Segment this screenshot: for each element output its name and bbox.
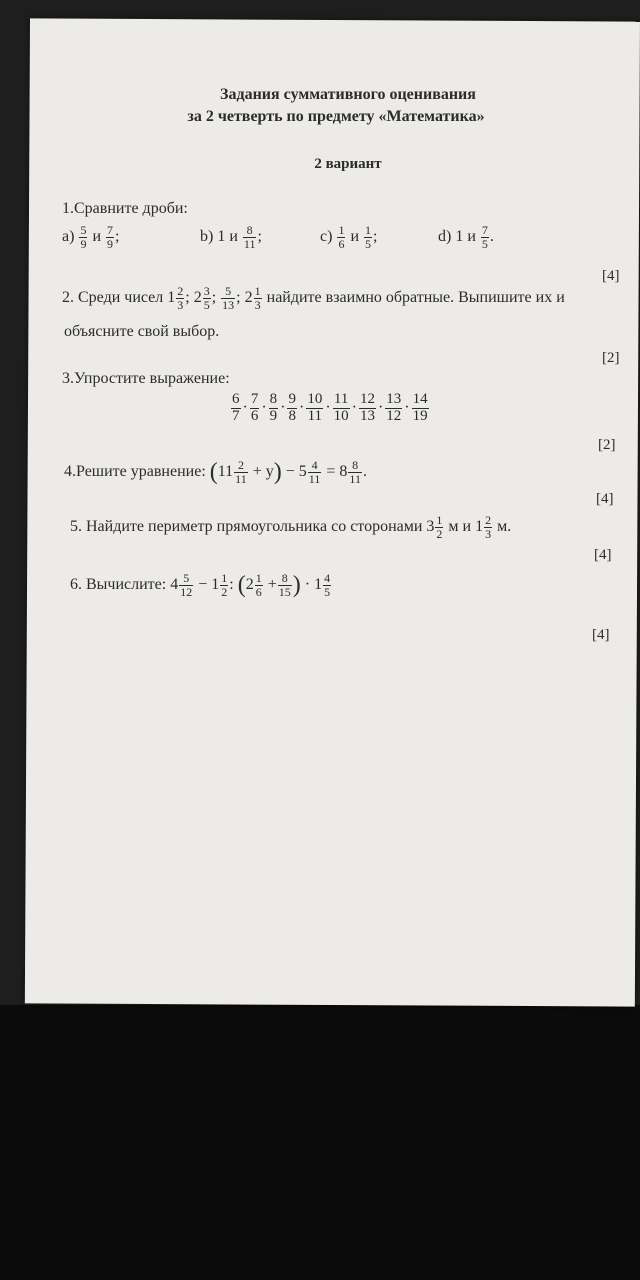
q3-frac-den: 10: [333, 407, 349, 424]
q4-whole1: 11: [217, 463, 234, 481]
q6-expression: [70, 572, 332, 599]
q1-d-frac-num: 7: [481, 223, 488, 237]
q6-whole1: 4: [170, 576, 179, 594]
q2-n3-num: 5: [221, 285, 235, 299]
q6-whole3: 2: [245, 576, 254, 594]
q3-frac-den: 13: [359, 407, 375, 424]
q2-n3-den: 13: [222, 297, 235, 312]
q4-end: .: [362, 463, 367, 481]
q5-whole2: 1: [475, 517, 484, 535]
q3-frac: [333, 392, 350, 425]
q2-n1-den: 3: [177, 297, 184, 312]
q1-a-frac1: [79, 224, 87, 250]
q3-frac: [412, 392, 429, 425]
q6-right-paren: ): [292, 572, 301, 598]
q1-d-frac-den: 5: [481, 236, 488, 251]
q4-frac3-num: 8: [348, 459, 362, 473]
q3-frac-den: 12: [386, 407, 402, 424]
q1-c-frac1: [337, 224, 345, 250]
q3-frac-num: 14: [412, 391, 428, 407]
q2-lead: 2. Среди чисел: [62, 288, 164, 306]
q3-frac-num: 6: [232, 391, 240, 407]
q3-dot: ·: [325, 398, 331, 416]
q1-c-end: ;: [373, 227, 378, 245]
q2-tail: найдите взаимно обратные. Выпишите их и: [266, 288, 565, 306]
q3-dot: ·: [280, 398, 286, 416]
q2-n4-frac: [254, 285, 262, 311]
q2-line1: [62, 285, 565, 311]
q3-frac-num: 10: [307, 391, 323, 407]
q6-label: 6. Вычислите:: [70, 576, 167, 594]
q1-a-mid: и: [92, 227, 101, 245]
q1-b-prefix: b) 1 и: [200, 227, 238, 245]
q1-a-frac2: [106, 224, 114, 250]
q2-sep3: ;: [236, 288, 241, 306]
q2-n1-frac: [176, 285, 184, 311]
q6-left-paren: (: [237, 572, 246, 598]
q1-b-frac-den: 11: [243, 236, 256, 251]
q3-dot: ·: [261, 398, 267, 416]
q3-frac-num: 9: [288, 391, 296, 407]
q2-n3-frac: [221, 285, 235, 311]
q4-frac3-den: 11: [349, 472, 361, 486]
q3-frac-num: 12: [359, 391, 375, 407]
q6-frac4-num: 8: [278, 572, 292, 586]
q6-frac3: [255, 572, 263, 598]
q4-label: 4.Решите уравнение:: [64, 463, 206, 481]
q1-a-frac1-num: 5: [80, 223, 87, 237]
q2-n4-num: 1: [254, 284, 261, 298]
q1-b-end: ;: [257, 227, 262, 245]
q4-frac2-den: 11: [308, 472, 321, 486]
q4-frac2-num: 4: [308, 459, 322, 473]
q3-frac-den: 7: [232, 407, 240, 424]
q1-label: 1.Сравните дроби:: [62, 200, 188, 217]
q3-frac: [359, 392, 376, 425]
q1-b-frac-num: 8: [243, 224, 257, 238]
q5-frac1-den: 2: [436, 526, 443, 541]
q3-dot: ·: [298, 398, 305, 416]
q4-left-paren: (: [209, 459, 218, 485]
q1-item-c: [320, 224, 377, 250]
q1-a-prefix: a): [62, 227, 75, 245]
q6-frac1-num: 5: [179, 572, 193, 586]
q1-a-frac1-den: 9: [80, 236, 87, 251]
q1-a-frac2-den: 9: [107, 236, 113, 251]
q5-frac1: [435, 514, 443, 540]
q3-frac: [287, 392, 297, 425]
q5-frac1-num: 1: [436, 513, 443, 527]
q4-frac1-num: 2: [234, 459, 248, 473]
q1-d-end: .: [489, 227, 494, 245]
q1-item-a: [62, 224, 119, 250]
q1-a-frac2-num: 7: [107, 223, 113, 237]
q1-c-frac2: [364, 224, 372, 250]
q3-dot: ·: [404, 398, 410, 416]
q6-minus: − 1: [198, 576, 220, 594]
q2-sep2: ;: [211, 288, 217, 306]
q1-c-frac1-num: 1: [338, 223, 345, 237]
q5-line: [70, 514, 511, 540]
q4-frac2: [308, 459, 322, 485]
q2-sep1: ;: [185, 288, 190, 306]
q6-colon: :: [229, 576, 234, 594]
q5-label: 5. Найдите периметр прямоугольника со сторонами: [70, 517, 423, 535]
q4-equation: [64, 459, 367, 486]
q3-frac: [269, 392, 279, 425]
q3-frac-num: 7: [250, 391, 259, 407]
q6-frac2-num: 1: [221, 571, 228, 586]
q3-frac-den: 8: [288, 407, 296, 424]
q6-frac2: [220, 572, 228, 598]
q3-score: [2]: [598, 437, 616, 453]
q2-n2-num: 3: [203, 284, 210, 298]
q5-frac2: [484, 514, 492, 540]
q1-c-prefix: c): [320, 227, 333, 245]
q3-frac: [250, 392, 260, 425]
q1-d-frac: [481, 224, 489, 250]
q3-frac-den: 6: [250, 407, 259, 424]
q2-n4-whole: 2: [244, 288, 253, 306]
q4-plus-y: + y: [252, 463, 274, 481]
q2-line2: объясните свой выбор.: [64, 323, 220, 340]
q3-frac-num: 8: [269, 391, 278, 407]
q3-label: 3.Упростите выражение:: [62, 370, 230, 387]
q1-c-frac2-num: 1: [365, 223, 371, 237]
q1-b-frac: [243, 224, 257, 250]
q5-frac2-num: 2: [485, 513, 492, 527]
q5-score: [4]: [594, 547, 612, 563]
q6-frac1: [179, 572, 193, 598]
q3-frac-den: 19: [412, 407, 428, 424]
q6-frac2-den: 2: [221, 585, 228, 599]
q6-frac1-den: 12: [180, 585, 193, 599]
q4-score: [4]: [596, 491, 614, 507]
q1-d-prefix: d) 1 и: [438, 227, 476, 245]
q2-n2-den: 5: [203, 297, 210, 312]
q3-frac: [231, 392, 241, 425]
q4-frac1-den: 11: [235, 472, 247, 486]
q6-frac5-den: 5: [324, 585, 331, 599]
q3-frac-den: 11: [307, 407, 323, 424]
q4-minus: − 5: [285, 463, 307, 481]
q3-dot: ·: [351, 398, 357, 416]
q2-n1-whole: 1: [167, 288, 176, 306]
q6-frac4-den: 15: [278, 585, 291, 599]
q2-score: [2]: [602, 350, 620, 366]
q1-c-frac2-den: 5: [365, 236, 371, 251]
q6-frac3-den: 6: [255, 585, 262, 599]
title-line-2: за 2 четверть по предмету «Математика»: [187, 108, 485, 125]
q5-whole1: 3: [426, 517, 435, 535]
q4-right-paren: ): [273, 459, 282, 485]
q2-n1-num: 2: [177, 284, 184, 298]
q6-frac3-num: 1: [255, 571, 262, 586]
q1-c-mid: и: [350, 227, 359, 245]
q3-dot: ·: [242, 398, 248, 416]
q2-n4-den: 3: [254, 297, 261, 312]
q2-n2-whole: 2: [193, 288, 202, 306]
q1-a-end: ;: [115, 227, 120, 245]
q6-times: · 1: [304, 576, 323, 594]
q4-equals: = 8: [326, 463, 348, 481]
q1-item-b: [200, 224, 262, 250]
q1-c-frac1-den: 6: [338, 236, 345, 251]
q3-frac-num: 11: [333, 391, 349, 407]
q5-end: м.: [497, 517, 512, 535]
q6-frac5: [323, 572, 331, 598]
q6-frac4: [278, 572, 292, 598]
q1-item-d: [438, 224, 494, 250]
q2-n2-frac: [203, 285, 211, 311]
q3-frac: [306, 392, 323, 425]
q4-frac1: [234, 459, 248, 485]
q3-expression: [230, 392, 430, 425]
q3-frac: [385, 392, 402, 425]
variant-label: 2 вариант: [314, 156, 382, 172]
title-line-1: Задания суммативного оценивания: [220, 86, 476, 103]
q6-score: [4]: [592, 627, 610, 643]
dark-background: [0, 1005, 640, 1280]
q3-frac-num: 13: [386, 391, 402, 407]
q5-frac2-den: 3: [485, 526, 492, 541]
q3-frac-den: 9: [269, 407, 278, 424]
q5-mid: м и: [448, 517, 472, 535]
q4-frac3: [348, 459, 362, 485]
q1-score: [4]: [602, 268, 620, 284]
q6-frac5-num: 4: [324, 571, 331, 586]
q3-dot: ·: [377, 398, 384, 416]
q6-plus: +: [267, 576, 277, 594]
